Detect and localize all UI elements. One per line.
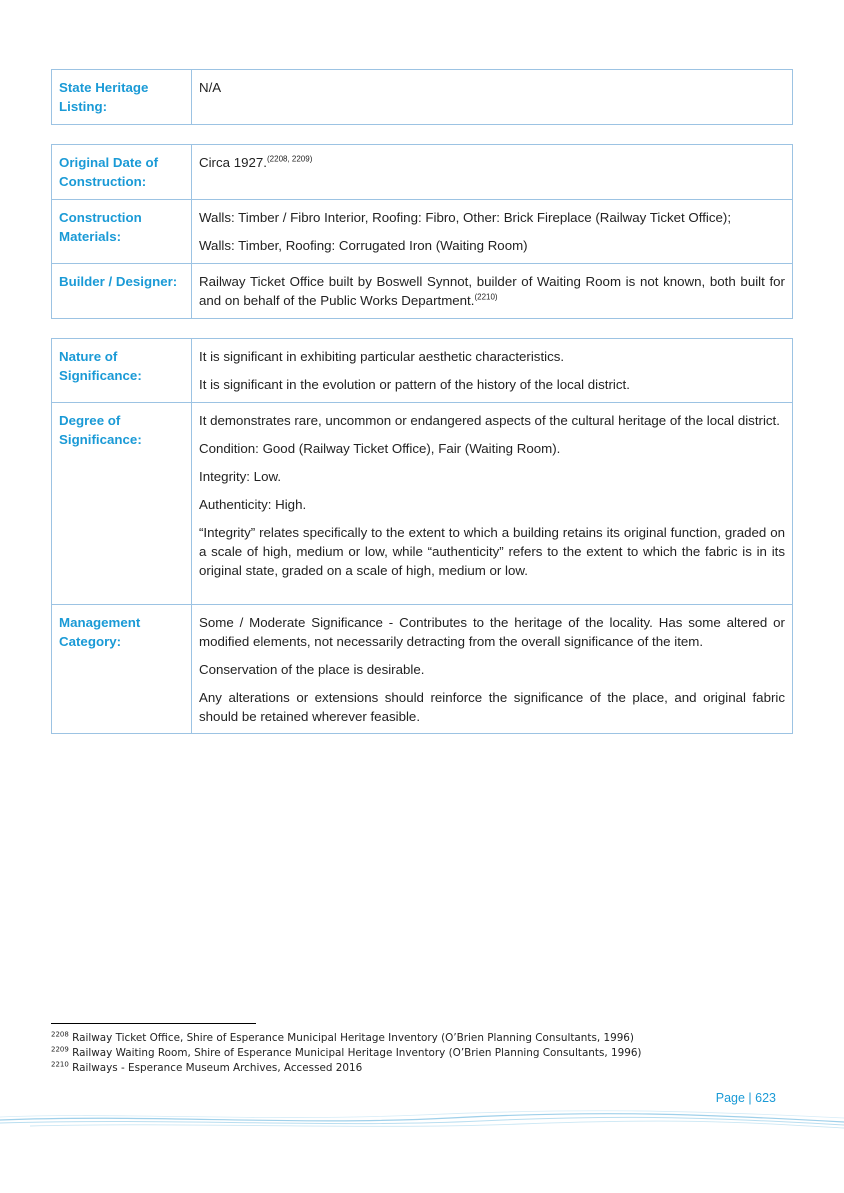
footnote: [51, 1031, 793, 1046]
degree-line: Authenticity: High.: [199, 497, 307, 512]
management-line: Any alterations or extensions should reinforce the significance of the place, and original fabric should be retained wherever feasible.: [199, 690, 785, 724]
degree-of-significance-label: Degree of Significance:: [52, 403, 192, 605]
table-row: [52, 145, 793, 200]
table-row: [52, 200, 793, 264]
construction-materials-label: Construction Materials:: [52, 200, 192, 264]
footnote-number: 2208: [51, 1030, 69, 1039]
nature-line: It is significant in exhibiting particular aesthetic characteristics.: [199, 349, 565, 364]
builder-designer-value: [192, 264, 793, 319]
builder-designer-label: Builder / Designer:: [52, 264, 192, 319]
degree-line: Condition: Good (Railway Ticket Office), Fair (Waiting Room).: [199, 441, 561, 456]
construction-table: [51, 144, 793, 319]
nature-of-significance-value: [192, 339, 793, 403]
significance-table: [51, 338, 793, 734]
degree-line: Integrity: Low.: [199, 469, 282, 484]
original-date-value: [192, 145, 793, 200]
management-line: Some / Moderate Significance - Contributes to the heritage of the locality. Has some altered or modified elements, not necessarily detracting from the overall significance of the item.: [199, 615, 785, 649]
footnote-number: 2210: [51, 1060, 69, 1069]
footnote-ref: (2208, 2209): [267, 154, 313, 164]
footnote-text: Railways - Esperance Museum Archives, Accessed 2016: [72, 1062, 363, 1074]
footer-wave-decoration: [0, 1106, 844, 1136]
materials-line: Walls: Timber, Roofing: Corrugated Iron (Waiting Room): [199, 238, 528, 253]
management-category-value: [192, 605, 793, 734]
materials-line: Walls: Timber / Fibro Interior, Roofing: Fibro, Other: Brick Fireplace (Railway Ticket Office);: [199, 210, 732, 225]
construction-materials-value: [192, 200, 793, 264]
footnote-text: Railway Waiting Room, Shire of Esperance Municipal Heritage Inventory (O’Brien Planning Consultants, 1996): [72, 1047, 642, 1059]
nature-line: It is significant in the evolution or pattern of the history of the local district.: [199, 377, 630, 392]
page-number: Page | 623: [715, 1091, 776, 1105]
footnotes: [51, 1031, 793, 1076]
table-row: [52, 70, 793, 125]
footnote: [51, 1046, 793, 1061]
table-row: [52, 605, 793, 734]
management-category-label: Management Category:: [52, 605, 192, 734]
state-heritage-listing-value: N/A: [192, 70, 793, 125]
builder-text: Railway Ticket Office built by Boswell Synnot, builder of Waiting Room is not known, both built for and on behalf of the Public Works Department.: [199, 274, 785, 308]
footnote-ref: (2210): [474, 292, 498, 302]
original-date-text: Circa 1927.: [199, 155, 267, 170]
footnote-divider: [51, 1023, 256, 1024]
management-line: Conservation of the place is desirable.: [199, 662, 425, 677]
table-row: [52, 403, 793, 605]
footnote-number: 2209: [51, 1045, 69, 1054]
heritage-listing-table: [51, 69, 793, 125]
footnote: [51, 1061, 793, 1076]
table-row: [52, 339, 793, 403]
footnote-text: Railway Ticket Office, Shire of Esperance Municipal Heritage Inventory (O’Brien Planning Consultants, 1996): [72, 1032, 634, 1044]
nature-of-significance-label: Nature of Significance:: [52, 339, 192, 403]
state-heritage-listing-label: State Heritage Listing:: [52, 70, 192, 125]
degree-line: “Integrity” relates specifically to the extent to which a building retains its original function, graded on a scale of high, medium or low, while “authenticity” refers to the extent to which the fabric is in its original state, graded on a scale of high, medium or low.: [199, 525, 785, 578]
table-row: [52, 264, 793, 319]
degree-of-significance-value: [192, 403, 793, 605]
degree-line: It demonstrates rare, uncommon or endangered aspects of the cultural heritage of the local district.: [199, 413, 780, 428]
original-date-label: Original Date of Construction:: [52, 145, 192, 200]
